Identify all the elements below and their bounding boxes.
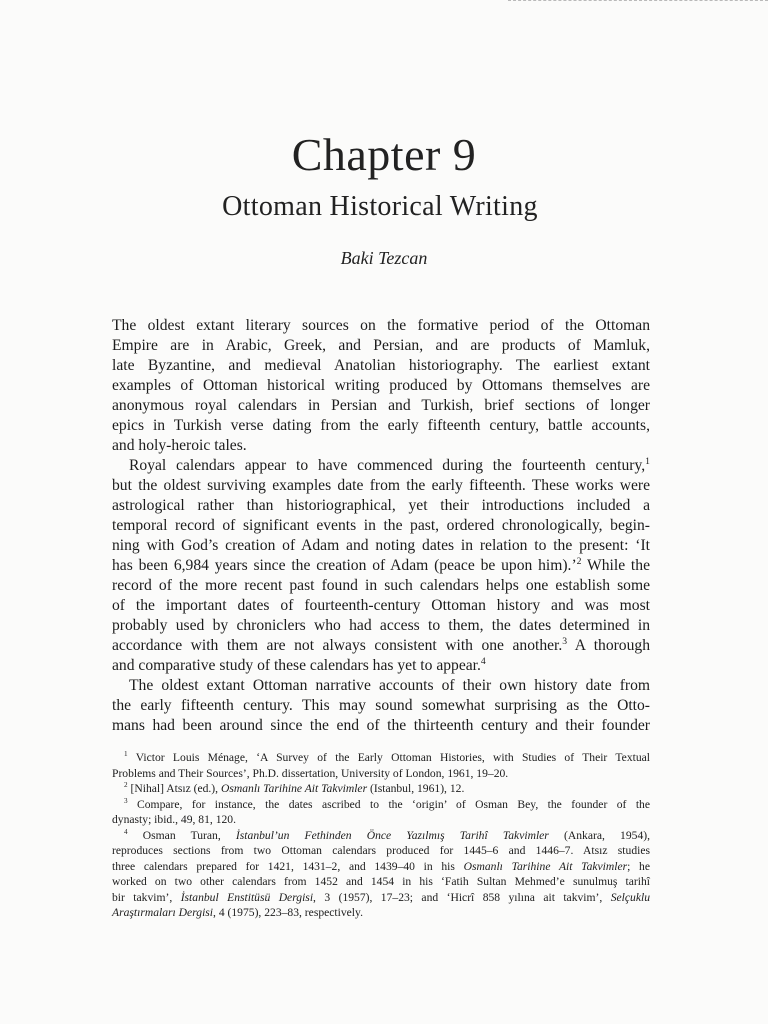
body-text [112,316,650,736]
body-line: The oldest extant literary sources on the formative period of the Ottoman [112,317,650,334]
body-line-text: has been 6,984 years since the creation of Adam (peace be upon him).’ [112,557,577,574]
footnote-title: Araştırmaları Dergisi [112,906,214,919]
footnote-text: Victor Louis Ménage, ‘A Survey of the Early Ottoman Histories, with Studies of Their Textual [135,751,650,764]
body-line: mans had been around since the end of the thirteenth century and their founder [112,717,650,734]
body-line-text: A thorough [567,637,650,654]
footnote-text: , 4 (1975), 223–83, respectively. [213,906,363,919]
body-line: examples of Ottoman historical writing produced by Ottomans themselves are [112,377,650,394]
footnote-4 [112,828,650,844]
footnote-line [112,890,650,906]
body-line-text: While the [581,557,650,574]
footnotes [112,750,650,921]
footnote-text: bir takvim’, [112,890,181,904]
body-line: record of the more recent past found in such calendars helps one establish some [112,577,650,594]
footnote-ref-2[interactable]: 2 [576,555,582,567]
chapter-title: Ottoman Historical Writing [222,191,538,222]
body-line: astrological rather than historiographical, yet their introductions included a [112,497,650,514]
body-line-text: accordance with them are not always consistent with one another. [112,637,563,654]
body-line [112,456,650,476]
footnote-text: ; he [627,859,650,873]
footnote-line: Problems and Their Sources’, Ph.D. dissertation, University of London, 1961, 19–20. [112,766,509,780]
body-line: ning with God’s creation of Adam and noting dates in relation to the present: ‘It [112,537,650,554]
body-line [112,656,650,676]
body-line: and holy-heroic tales. [112,437,247,454]
body-line [112,636,650,656]
footnote-text: three calendars prepared for 1421, 1431–2, and 1439–40 in his [112,859,464,873]
footnote-title: Selçuklu [610,890,650,904]
footnote-text: Osman Turan, [142,828,236,842]
body-line: probably used by chroniclers who had access to them, the dates determined in [112,617,650,634]
footnote-number: 4 [124,827,128,836]
footnote-number: 1 [124,750,128,759]
body-line: but the oldest surviving examples date from the early fifteenth. These works were [112,477,650,494]
body-line-text: and comparative study of these calendars has yet to appear. [112,657,481,674]
footnote-line: dynasty; ibid., 49, 81, 120. [112,813,236,826]
footnote-ref-4[interactable]: 4 [480,655,486,667]
footnote-2 [112,781,650,797]
body-line: epics in Turkish verse dating from the early fifteenth century, battle accounts, [112,417,650,434]
body-line: Empire are in Arabic, Greek, and Persian, and are products of Mamluk, [112,337,650,354]
footnote-text: , 3 (1957), 17–23; and ‘Hicrî 858 yılına ait takvim’, [313,890,611,904]
body-line [112,556,650,576]
body-line: temporal record of significant events in the past, ordered chronologically, begin- [112,517,650,534]
footnote-line [112,859,650,875]
footnote-line [112,905,650,921]
footnote-line: reproduces sections from two Ottoman calendars produced for 1445–6 and 1446–7. Atsız studies [112,844,650,857]
footnote-title: İstanbul Enstitüsü Dergisi [180,890,314,904]
footnote-1 [112,750,650,766]
body-line-text: Royal calendars appear to have commenced during the fourteenth century, [129,457,646,474]
footnote-text: Compare, for instance, the dates ascribed to the ‘origin’ of Osman Bey, the founder of the [137,797,650,811]
footnote-title: Osmanlı Tarihine Ait Takvimler [463,859,628,873]
body-line: late Byzantine, and medieval Anatolian historiography. The earliest extant [112,357,650,374]
body-line: of the important dates of fourteenth-century Ottoman history and was most [112,597,650,614]
footnote-text: (Istanbul, 1961), 12. [367,782,465,795]
body-line: the early fifteenth century. This may sound somewhat surprising as the Otto- [112,697,650,714]
footnote-number: 2 [124,781,128,790]
footnote-ref-1[interactable]: 1 [645,455,650,467]
footnote-title: Osmanlı Tarihine Ait Takvimler [220,782,368,795]
body-line: anonymous royal calendars in Persian and Turkish, brief sections of longer [112,397,650,414]
footnote-text: (Ankara, 1954), [548,828,650,842]
scan-edge-mark [508,0,768,4]
footnote-3 [112,797,650,813]
footnote-ref-3[interactable]: 3 [562,635,568,647]
chapter-number: Chapter 9 [291,129,477,180]
footnote-line: worked on two other calendars from 1452 and 1454 in his ‘Fatih Sultan Mehmed’e sunulmuş tarihî [112,875,650,888]
body-line: The oldest extant Ottoman narrative accounts of their own history date from [129,677,650,694]
chapter-author: Baki Tezcan [340,248,428,268]
footnote-title: İstanbul’un Fethinden Önce Yazılmış Tarihî Takvimler [235,828,549,842]
footnote-number: 3 [124,796,128,805]
footnote-text: [Nihal] Atsız (ed.), [130,782,221,795]
